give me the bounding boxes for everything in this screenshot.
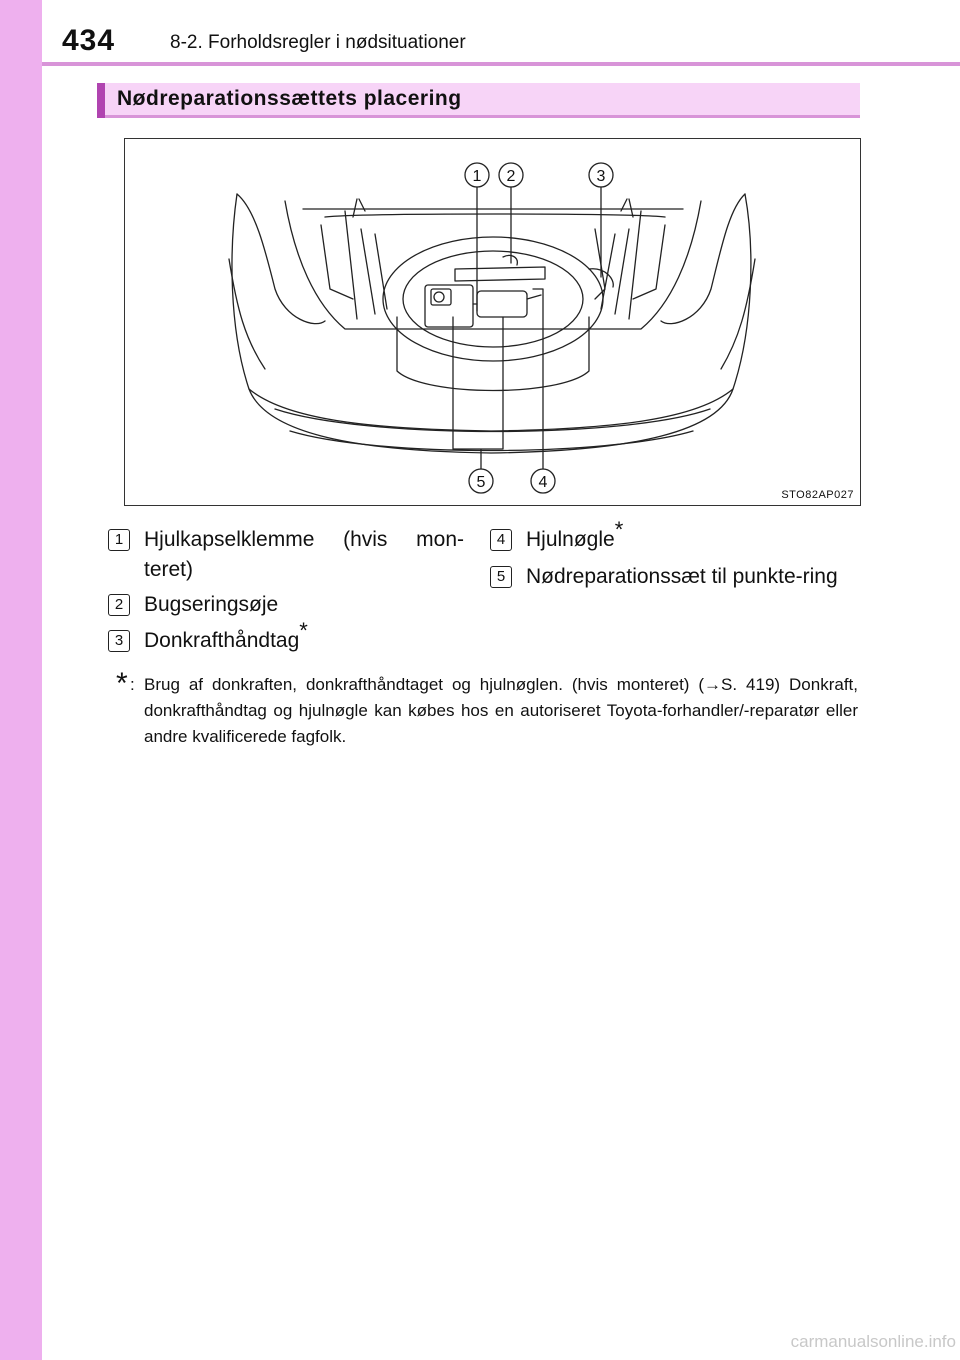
callout-4 [531,289,555,493]
left-color-band [0,0,42,1360]
legend-text-5: Nødreparationssæt til punkte-ring [526,565,838,588]
svg-text:1: 1 [472,168,482,185]
legend-text-3 [144,618,464,656]
svg-text:2: 2 [506,168,516,185]
legend-text-1: Hjulkapselklemme (hvis mon-teret) [144,528,464,581]
header-rule [42,62,960,66]
svg-text:3: 3 [596,168,606,185]
legend-number-3: 3 [108,630,130,652]
towing-eye [503,255,517,265]
legend-number-2: 2 [108,594,130,616]
svg-text:4: 4 [538,474,548,491]
chapter-title: 8-2. Forholdsregler i nødsituationer [170,32,466,53]
trunk-opening [285,201,701,329]
trunk-drawing [125,139,860,505]
footnote-star-3: * [299,618,308,643]
footnote-star-4: * [614,517,624,542]
tool-tray [455,267,545,281]
section-heading [97,83,860,118]
legend-label-3: Donkrafthåndtag [144,629,300,652]
repair-kit-box [425,285,473,327]
tire-sealant-bottle [477,291,527,317]
footnote-star: * [116,667,128,700]
legend-label-4: Hjulnøgle [526,528,615,551]
footnote-colon: : [130,675,135,694]
callout-3 [589,163,613,277]
figure-code: STO82AP027 [781,489,854,501]
legend-text-4 [526,517,856,555]
svg-text:5: 5 [476,474,486,491]
section-heading-bar [97,83,105,118]
callout-2 [499,163,523,263]
spare-tire-well [383,237,603,361]
legend-number-5: 5 [490,566,512,588]
section-title: Nødreparationssættets placering [117,87,462,110]
legend-text-2: Bugseringsøje [144,593,279,616]
watermark: carmanualsonline.info [790,1332,956,1351]
page-number: 434 [62,24,116,57]
legend-number-4: 4 [490,529,512,551]
trunk-illustration [124,138,861,506]
legend-number-1: 1 [108,529,130,551]
footnote-text: Brug af donkraften, donkrafthåndtaget og hjulnøglen. (hvis monteret) (→S. 419) Donkraft, donkrafthåndtag og hjulnøgle kan købes hos en autoriseret Toyota-forhandler/-reparatør eller andre kvalificerede fagfolk. [144,675,858,746]
